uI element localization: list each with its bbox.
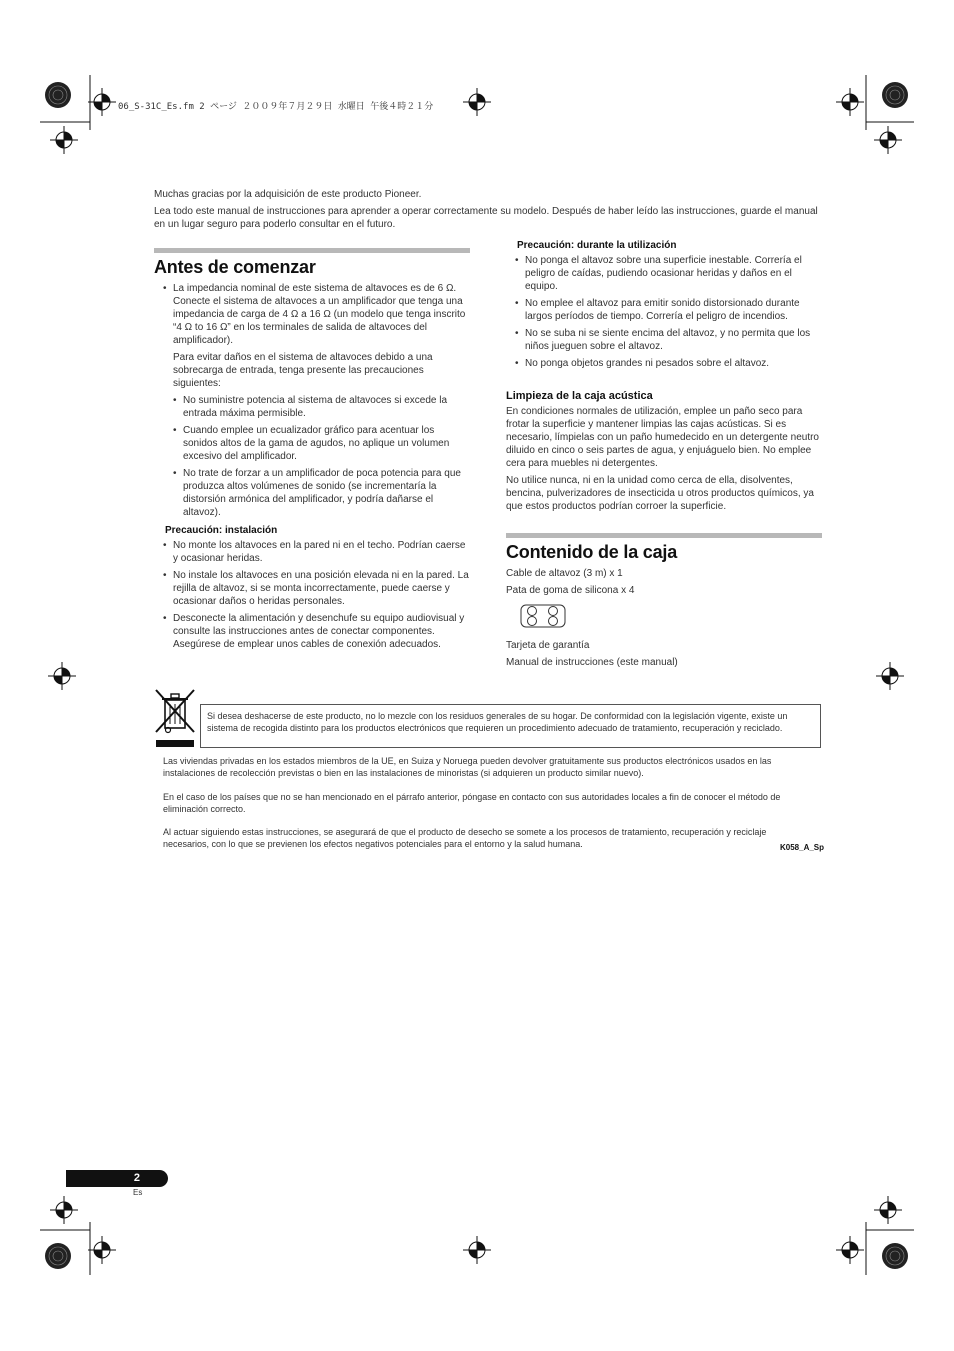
page-language: Es	[133, 1188, 143, 1197]
list-item: • No ponga objetos grandes ni pesados sobre el altavoz.	[506, 357, 822, 370]
list-item: • No instale los altavoces en una posición elevada ni en la pared. La rejilla de altavoz, si se monta incorrectamente, puede caerse y ocasionar daños o heridas personales.	[154, 569, 470, 608]
weee-notice-box: Si desea deshacerse de este producto, no lo mezcle con los residuos generales de su hogar. De conformidad con la legislación vigente, existe un sistema de recogida distinto para los productos electrónicos que requieren un procedimiento adecuado de tratamiento, recuperación y reciclado.	[200, 704, 821, 748]
section-rule	[154, 248, 470, 253]
page-number: 2	[133, 1172, 140, 1184]
heading-limpieza: Limpieza de la caja acústica	[506, 390, 653, 402]
instalacion-list	[154, 539, 470, 651]
section-rule	[506, 533, 822, 538]
crossed-bin-icon	[154, 688, 196, 748]
list-item: • No monte los altavoces en la pared ni en el techo. Podrían caerse y ocasionar heridas.	[154, 539, 470, 565]
overload-text: Para evitar daños en el sistema de altavoces debido a una sobrecarga de entrada, tenga presente las precauciones siguientes:	[173, 352, 433, 389]
overload-sublist	[173, 394, 470, 519]
intro-read-manual: Lea todo este manual de instrucciones para aprender a operar correctamente su modelo. Después de haber leído las instrucciones, guarde el manual en un lugar seguro para poderlo consultar en el futuro.	[154, 206, 818, 230]
list-item: • No trate de forzar a un amplificador de poca potencia para que produzca altos volúmenes de sonido (se incrementaría la distorsión armónica del amplificador, y podría dañarse el altavoz).	[173, 467, 470, 519]
heading-precaucion-instalacion: Precaución: instalación	[165, 525, 278, 536]
weee-paragraph-result: Al actuar siguiendo estas instrucciones, se asegurará de que el producto de desecho se somete a los procesos de tratamiento, recuperación y reciclaje necesarios, con lo que se previenen los efectos negativos potenciales para el entorno y la salud humana.	[163, 827, 767, 849]
reference-code: K058_A_Sp	[780, 843, 825, 852]
limpieza-paragraph: No utilice nunca, ni en la unidad como cerca de ella, disolventes, bencina, pulverizadores de insecticida u otros productos químicos, ya que estos productos podrían corroer la superficie.	[506, 475, 814, 512]
heading-antes-de-comenzar: Antes de comenzar	[154, 257, 316, 277]
weee-paragraph-eu: Las viviendas privadas en los estados miembros de la UE, en Suiza y Noruega pueden devolver gratuitamente sus productos electrónicos usados en las instalaciones de recolección previstas o bien en las instalaciones de minoristas (si adquieren un producto similar nuevo).	[163, 756, 772, 778]
list-item	[154, 282, 470, 519]
list-item: • Desconecte la alimentación y desenchufe su equipo audiovisual y consulte las instrucciones antes de conectar componentes. Asegúrese de emplear unos cables de conexión adecuados.	[154, 612, 470, 651]
contenido-pata: Pata de goma de silicona x 4	[506, 585, 635, 596]
list-item: • No emplee el altavoz para emitir sonido distorsionado durante largos períodos de tiempo. Correría el peligro de incendios.	[506, 297, 822, 323]
left-column	[154, 248, 470, 655]
file-header: 06_S-31C_Es.fm 2 ページ ２００９年７月２９日 水曜日 午後４時２１分	[118, 102, 434, 112]
heading-precaucion-utilizacion: Precaución: durante la utilización	[517, 240, 677, 251]
intro-thanks: Muchas gracias por la adquisición de este producto Pioneer.	[154, 189, 422, 200]
list-item: • No se suba ni se siente encima del altavoz, y no permita que los niños jueguen sobre el altavoz.	[506, 327, 822, 353]
page-number-tab	[66, 1170, 168, 1187]
list-item: • Cuando emplee un ecualizador gráfico para acentuar los sonidos altos de la gama de agudos, no aplique un volumen excesivo del amplificador.	[173, 424, 470, 463]
rubber-feet-icon	[520, 604, 566, 628]
contenido-cable: Cable de altavoz (3 m) x 1	[506, 568, 623, 579]
heading-contenido-de-la-caja: Contenido de la caja	[506, 542, 678, 562]
impedance-text: • La impedancia nominal de este sistema de altavoces es de 6 Ω. Conecte el sistema de altavoces a un amplificador que tenga una impedancia de carga de 4 Ω a 16 Ω (un modelo que tenga inscrito “4 Ω to 16 Ω” en los terminales de salida de altavoces del amplificador).	[173, 283, 466, 346]
contenido-manual: Manual de instrucciones (este manual)	[506, 657, 678, 668]
limpieza-paragraph: En condiciones normales de utilización, emplee un paño seco para frotar la superficie y mantener limpias las cajas acústicas. Si es necesario, límpielas con un paño humedecido en un detergente neutro diluido en cinco o seis partes de agua, y enjuáguelo bien. No emplee cera para muebles ni detergentes.	[506, 406, 819, 469]
weee-paragraph-other: En el caso de los países que no se han mencionado en el párrafo anterior, póngase en contacto con sus autoridades locales a fin de conocer el método de eliminación correcto.	[163, 792, 781, 814]
utilizacion-list	[506, 254, 822, 370]
right-column	[506, 240, 822, 673]
contenido-tarjeta: Tarjeta de garantía	[506, 640, 590, 651]
list-item: • No suministre potencia al sistema de altavoces si excede la entrada máxima permisible.	[173, 394, 470, 420]
intro	[154, 188, 822, 235]
list-item: • No ponga el altavoz sobre una superficie inestable. Correría el peligro de caídas, pudiendo ocasionar heridas y daños en el equipo.	[506, 254, 822, 293]
antes-list	[154, 282, 470, 519]
